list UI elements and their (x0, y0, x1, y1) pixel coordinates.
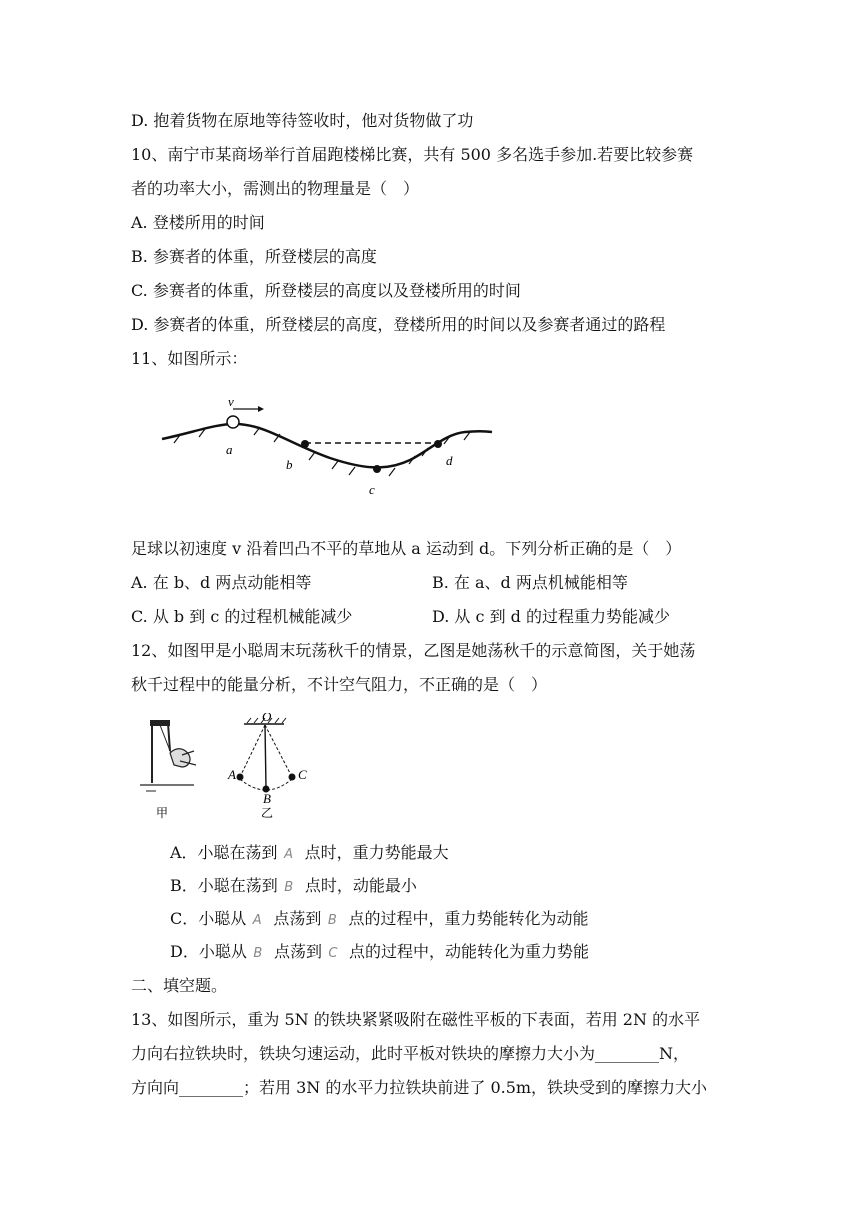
section-2-heading: 二、填空题。 (131, 976, 228, 995)
label-a: a (226, 442, 233, 457)
q11-option-a: A. 在 b、d 两点动能相等 (131, 573, 312, 592)
question-13-line3: 方向向________；若用 3N 的水平力拉铁块前进了 0.5m，铁块受到的摩擦力大小 (131, 1078, 708, 1097)
q10-option-c: C. 参赛者的体重，所登楼层的高度以及登楼所用的时间 (131, 281, 521, 300)
question-11-stem: 足球以初速度 v 沿着凹凸不平的草地从 a 运动到 d。下列分析正确的是（ ） (131, 539, 682, 558)
question-12-line1: 12、如图甲是小聪周末玩荡秋千的情景，乙图是她荡秋千的示意简图，关于她荡 (131, 641, 696, 660)
point-A (237, 774, 244, 781)
point-d (434, 440, 442, 448)
q11-option-c: C. 从 b 到 c 的过程机械能减少 (131, 607, 353, 626)
q11-option-b: B. 在 a、d 两点机械能相等 (432, 573, 628, 592)
q11-figure (150, 392, 510, 502)
q11-option-d: D. 从 c 到 d 的过程重力势能减少 (432, 607, 670, 626)
question-13-line2: 力向右拉铁块时，铁块匀速运动，此时平板对铁块的摩擦力大小为________N， (131, 1044, 690, 1063)
point-c (373, 465, 381, 473)
label-c: c (369, 482, 375, 497)
point-b-glyph: B (253, 946, 263, 961)
q12-option-b: B．小聪在荡到 B 点时，动能最小 (170, 876, 417, 898)
label-b: b (286, 457, 293, 472)
question-10-line2: 者的功率大小，需测出的物理量是（ ） (131, 179, 420, 198)
label-A: A (228, 767, 236, 782)
point-b (301, 440, 309, 448)
option-d-previous: D. 抱着货物在原地等待签收时，他对货物做了功 (131, 111, 474, 130)
point-b-glyph: B (327, 913, 337, 928)
point-a-glyph: A (252, 913, 262, 928)
q10-option-a: A. 登楼所用的时间 (131, 213, 265, 232)
point-a-glyph: A (284, 847, 294, 862)
label-yi: 乙 (261, 806, 274, 820)
q12-figure (134, 713, 334, 823)
q12-option-c: C．小聪从 A 点荡到 B 点的过程中，重力势能转化为动能 (170, 909, 588, 931)
point-C (289, 774, 296, 781)
point-c-glyph: C (328, 946, 338, 961)
label-jia: 甲 (156, 806, 169, 820)
question-12-line2: 秋千过程中的能量分析，不计空气阻力，不正确的是（ ） (131, 675, 548, 694)
question-13-line1: 13、如图所示，重为 5N 的铁块紧紧吸附在磁性平板的下表面，若用 2N 的水平 (131, 1010, 701, 1029)
ground-curve (162, 424, 492, 467)
point-b-glyph: B (284, 880, 294, 895)
q12-option-a: A．小聪在荡到 A 点时，重力势能最大 (170, 843, 449, 865)
label-v: v (228, 394, 234, 409)
label-B: B (263, 791, 271, 806)
q12-option-d: D．小聪从 B 点荡到 C 点的过程中，动能转化为重力势能 (170, 942, 589, 964)
rope-oa (240, 725, 265, 777)
question-11: 11、如图所示： (131, 349, 248, 368)
swing-sketch-jia (140, 721, 196, 791)
question-10-line1: 10、南宁市某商场举行首届跑楼梯比赛，共有 500 多名选手参加.若要比较参赛 (131, 145, 694, 164)
ground-hatching (174, 427, 470, 476)
label-C: C (298, 767, 307, 782)
ball-a (227, 416, 239, 428)
rope-oc (265, 725, 292, 777)
rope-ob (265, 725, 266, 788)
velocity-arrowhead (258, 406, 264, 412)
label-d: d (446, 453, 453, 468)
label-O: O (262, 713, 272, 724)
q10-option-b: B. 参赛者的体重，所登楼层的高度 (131, 247, 377, 266)
q10-option-d: D. 参赛者的体重，所登楼层的高度，登楼所用的时间以及参赛者通过的路程 (131, 315, 666, 334)
